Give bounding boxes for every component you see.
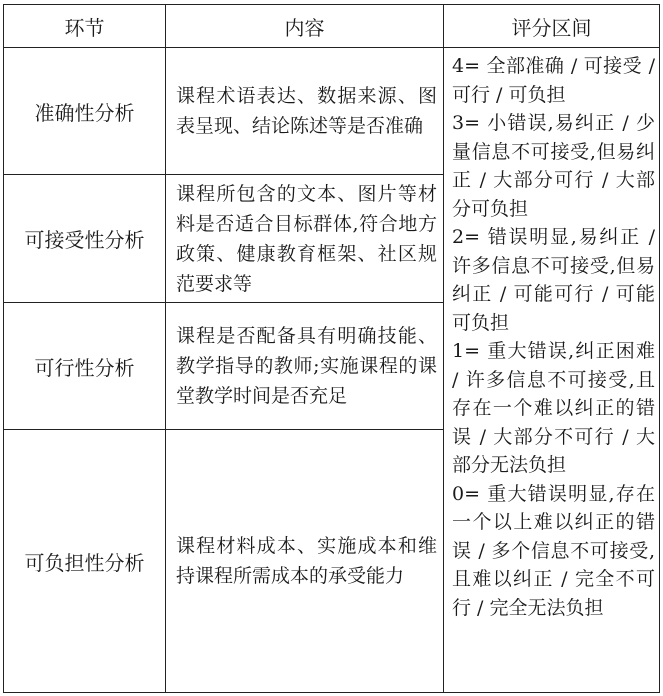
header-score-range: 评分区间 [444, 5, 660, 48]
table-row [4, 48, 660, 175]
section-affordability: 可负担性分析 [4, 430, 166, 693]
content-acceptability: 课程所包含的文本、图片等材料是否适合目标群体,符合地方政策、健康教育框架、社区规范要求等 [166, 175, 444, 303]
header-section: 环节 [4, 5, 166, 48]
score-level-3: 3= 小错误,易纠正 / 少量信息不可接受,但易纠正 / 大部分可行 / 大部分可负担 [452, 112, 655, 220]
section-accuracy: 准确性分析 [4, 48, 166, 175]
score-level-1: 1= 重大错误,纠正困难 / 许多信息不可接受,且存在一个难以纠正的错误 / 大部分不可行 / 大部分无法负担 [452, 340, 655, 476]
content-accuracy: 课程术语表达、数据来源、图表呈现、结论陈述等是否准确 [166, 48, 444, 175]
score-level-2: 2= 错误明显,易纠正 / 许多信息不可接受,但易纠正 / 可能可行 / 可能可负担 [452, 226, 655, 334]
section-feasibility: 可行性分析 [4, 303, 166, 430]
content-affordability: 课程材料成本、实施成本和维持课程所需成本的承受能力 [166, 430, 444, 693]
score-level-0: 0= 重大错误明显,存在一个以上难以纠正的错误 / 多个信息不可接受,且难以纠正 / 完全不可行 / 完全无法负担 [452, 482, 655, 619]
header-content: 内容 [166, 5, 444, 48]
score-range-cell [444, 48, 660, 693]
header-row [4, 5, 660, 48]
score-level-4: 4= 全部准确 / 可接受 / 可行 / 可负担 [452, 55, 655, 106]
evaluation-table-wrapper [3, 4, 660, 693]
section-acceptability: 可接受性分析 [4, 175, 166, 303]
content-feasibility: 课程是否配备具有明确技能、教学指导的教师;实施课程的课堂教学时间是否充足 [166, 303, 444, 430]
evaluation-table [3, 4, 660, 693]
